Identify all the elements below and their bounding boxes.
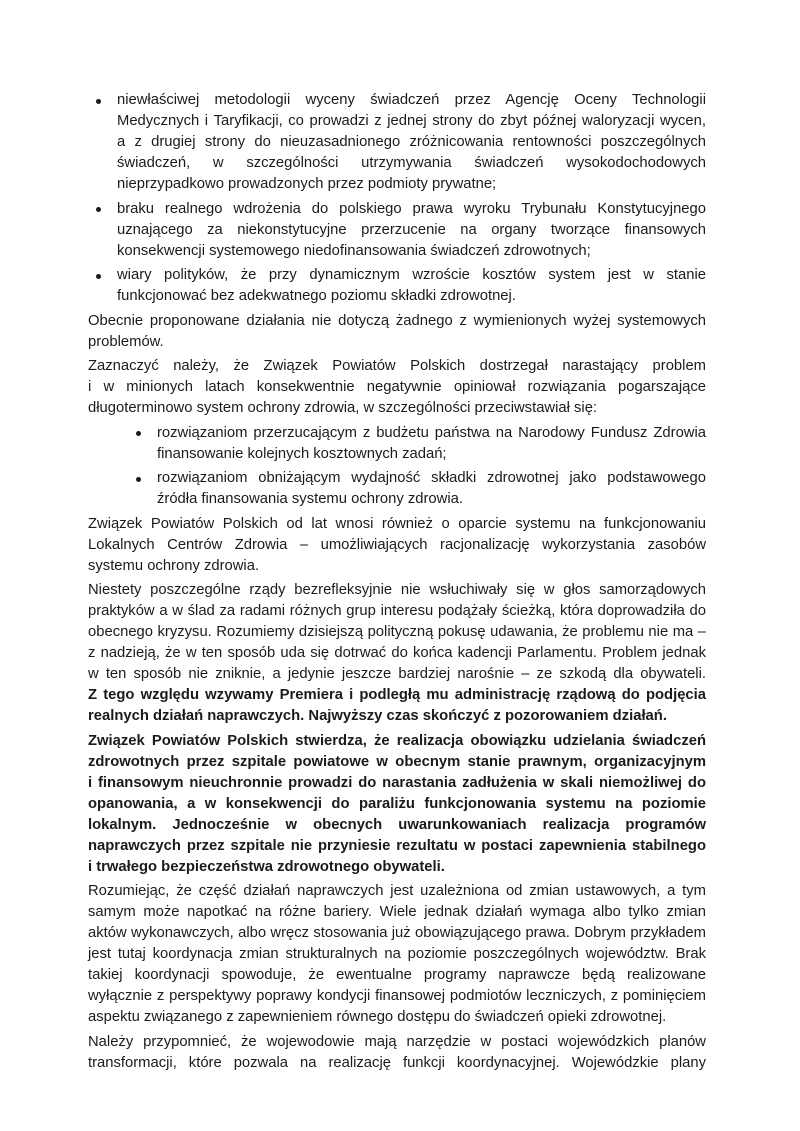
- paragraph-text: Niestety poszczególne rządy bezrefleksyjnie nie wsłuchiwały się w głos samorządowych praktyków a w ślad za radami różnych grup interesu podążały ścieżką, która doprowadziła do obecnego kryzysu. Rozumiemy dzisiejszą polityczną pokusę udawania, że problemu nie ma – z nadzieją, że w ten sposób uda się dotrwać do końca kadencji Parlamentu. Problem jednak w ten sposób nie zniknie, a jedynie jeszcze bardziej narośnie – ze szkodą dla obywateli.: [88, 582, 706, 682]
- bullet-item: [88, 265, 706, 307]
- bullet-text: niewłaściwej metodologii wyceny świadczeń przez Agencję Oceny Technologii Medycznych i Taryfikacji, co prowadzi z jednej strony do zbyt późnej waloryzacji wycen, a z drugiej strony do nieuzasadnionego zróżnicowania rentowności poszczególnych świadczeń, w szczególności utrzymywania świadczeń wysokodochodowych nieprzypadkowo prowadzonych przez podmioty prywatne;: [117, 92, 706, 192]
- bullet-item: [88, 90, 706, 195]
- bullet-icon: [96, 274, 101, 279]
- paragraph: Obecnie proponowane działania nie dotyczą żadnego z wymienionych wyżej systemowych problemów.: [88, 312, 706, 350]
- paragraph: Rozumiejąc, że część działań naprawczych jest uzależniona od zmian ustawowych, a tym samym może napotkać na różne bariery. Wiele jednak działań wymaga albo tylko zmian aktów wykonawczych, albo wręcz stosowania już obowiązującego prawa. Dobrym przykładem jest tutaj koordynacja zmian strukturalnych na poziomie poszczególnych województw. Brak takiej koordynacji spowoduje, że ewentualne programy naprawcze będą realizowane wyłącznie z perspektywy poprawy kondycji finansowej podmiotów leczniczych, z pominięciem aspektu związanego z zapewnieniem równego dostępu do świadczeń opieki zdrowotnej.: [88, 883, 706, 1025]
- bullet-item: [88, 423, 706, 465]
- paragraph: Związek Powiatów Polskich od lat wnosi również o oparcie systemu na funkcjonowaniu Lokalnych Centrów Zdrowia – umożliwiających racjonalizację wykorzystania zasobów systemu ochrony zdrowia.: [88, 515, 706, 574]
- paragraph: [88, 580, 706, 727]
- bullet-icon: [96, 207, 101, 212]
- bullet-text: rozwiązaniom obniżającym wydajność składki zdrowotnej jako podstawowego źródła finansowania systemu ochrony zdrowia.: [157, 470, 706, 507]
- page-content: [88, 90, 706, 1077]
- bullet-item: [88, 468, 706, 510]
- paragraph-continued: Należy przypomnieć, że wojewodowie mają narzędzie w postaci wojewódzkich planów transformacji, które pozwala na realizację funkcji koordynacyjnej. Wojewódzkie plany: [88, 1033, 706, 1071]
- bullet-item: [88, 199, 706, 262]
- bullet-icon: [136, 431, 141, 436]
- paragraph: Zaznaczyć należy, że Związek Powiatów Polskich dostrzegał narastający problem i w minionych latach konsekwentnie negatywnie opiniował rozwiązania pogarszające długoterminowo system ochrony zdrowia, w szczególności przeciwstawiał się:: [88, 358, 706, 416]
- bullet-text: wiary polityków, że przy dynamicznym wzroście kosztów system jest w stanie funkcjonować bez adekwatnego poziomu składki zdrowotnej.: [117, 267, 706, 304]
- bullet-text: braku realnego wdrożenia do polskiego prawa wyroku Trybunału Konstytucyjnego uznającego za niekonstytucyjne przerzucenie na organy tworzące finansowych konsekwencji systemowego niedofinansowania świadczeń zdrowotnych;: [117, 200, 706, 259]
- bullet-text: rozwiązaniom przerzucającym z budżetu państwa na Narodowy Fundusz Zdrowia finansowanie kolejnych kosztownych zadań;: [157, 424, 706, 462]
- bullet-icon: [136, 477, 141, 482]
- paragraph-bold: Związek Powiatów Polskich stwierdza, że realizacja obowiązku udzielania świadczeń zdrowotnych przez szpitale powiatowe w obecnym stanie prawnym, organizacyjnym i finansowym nieuchronnie prowadzi do narastania zadłużenia w skali niemożliwej do opanowania, a w konsekwencji do paraliżu funkcjonowania systemu na poziomie lokalnym. Jednocześnie w obecnych uwarunkowaniach realizacja programów naprawczych przez szpitale nie przyniesie rezultatu w postaci zapewnienia stabilnego i trwałego bezpieczeństwa zdrowotnego obywateli.: [88, 732, 706, 875]
- paragraph-text-bold: Z tego względu wzywamy Premiera i podległą mu administrację rządową do podjęcia realnych działań naprawczych. Najwyższy czas skończyć z pozorowaniem działań.: [88, 687, 706, 724]
- bullet-icon: [96, 99, 101, 104]
